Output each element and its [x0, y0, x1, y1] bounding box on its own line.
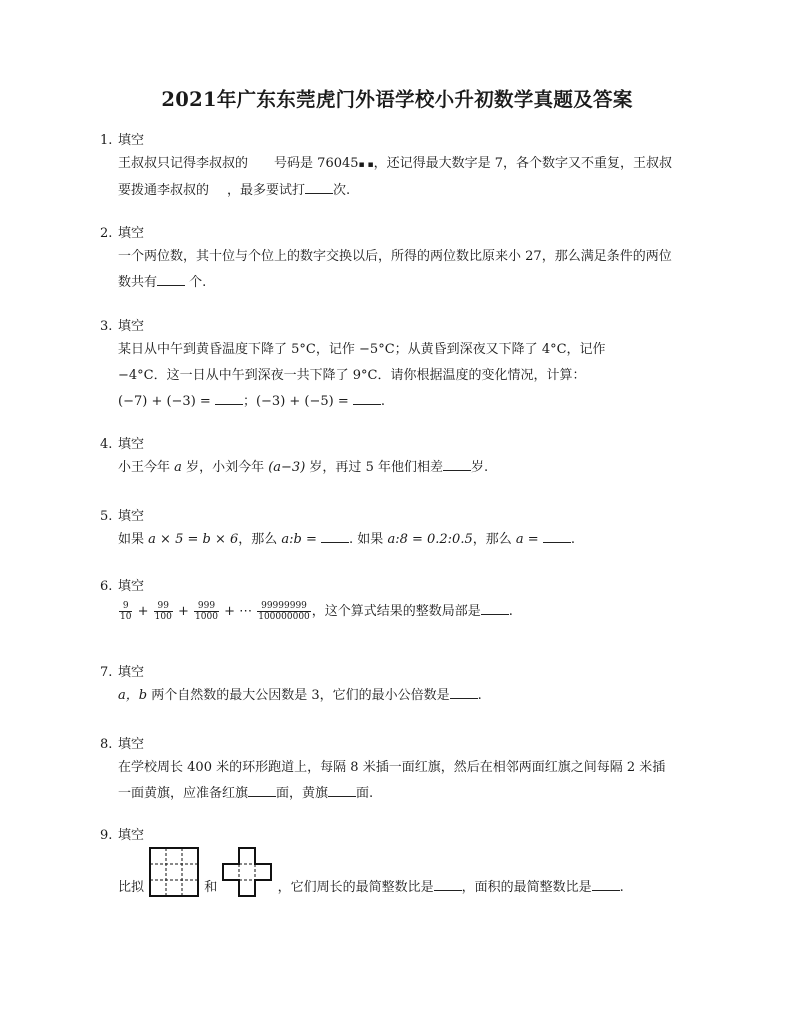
- question-body: [100, 337, 720, 415]
- ellipsis: + ⋯: [224, 604, 253, 619]
- text: ，它们周长的最简整数比是: [277, 880, 434, 895]
- answer-blank[interactable]: [434, 876, 462, 891]
- variables: a，b: [118, 688, 148, 703]
- question-type: 填空: [118, 319, 145, 334]
- text: . 如果: [349, 532, 384, 547]
- question-2: [100, 224, 720, 296]
- text: ．这一日从中午到深夜一共下降了: [153, 368, 349, 383]
- text: 岁.: [471, 460, 489, 475]
- fraction: $\frac{9}{10}$: [120, 601, 132, 622]
- square-grid-figure: [148, 846, 200, 898]
- fraction: $\frac{99999999}{100000000}$: [258, 601, 310, 622]
- question-body: [100, 846, 720, 898]
- question-type: 填空: [118, 226, 145, 241]
- text: ，各个数字又不重复，王叔叔: [503, 156, 673, 171]
- cross-shape-figure: [221, 846, 273, 898]
- question-5: [100, 507, 720, 553]
- text: .: [619, 880, 624, 895]
- text: 米的环形跑道上，每隔: [216, 760, 347, 775]
- text: 某日从中午到黄昏温度下降了: [118, 342, 288, 357]
- question-body: [100, 244, 720, 296]
- text: 9°C: [352, 368, 378, 383]
- question-number: 1.: [100, 133, 113, 148]
- text: 王叔叔只记得李叔叔的: [118, 156, 249, 171]
- expression: (−3) + (−5) =: [255, 394, 349, 409]
- text: ，记作: [315, 342, 355, 357]
- question-type: 填空: [118, 579, 145, 594]
- text: .: [508, 604, 513, 619]
- text: 个.: [189, 275, 207, 290]
- text: .: [380, 394, 386, 409]
- text: .: [477, 688, 482, 703]
- text: 年他们相差: [378, 460, 444, 475]
- answer-blank[interactable]: [450, 684, 478, 699]
- expression: (a−3): [268, 460, 306, 475]
- question-number: 8.: [100, 737, 113, 752]
- question-type: 填空: [118, 509, 145, 524]
- fraction: $\frac{999}{1000}$: [195, 601, 218, 622]
- question-body: [100, 755, 720, 807]
- question-body: [100, 527, 720, 553]
- answer-blank[interactable]: [157, 271, 185, 286]
- question-type: 填空: [118, 737, 145, 752]
- answer-blank[interactable]: [305, 179, 333, 194]
- text: −5°C: [359, 342, 395, 357]
- answer-blank[interactable]: [321, 528, 349, 543]
- text: 4°C: [541, 342, 567, 357]
- expression: a × 5 = b × 6: [148, 532, 239, 547]
- question-4: [100, 435, 720, 481]
- text: ，那么满足条件的两位: [541, 249, 672, 264]
- question-6: [100, 577, 720, 625]
- answer-blank[interactable]: [481, 600, 509, 615]
- text: 400: [187, 760, 212, 775]
- text: 小王今年: [118, 460, 171, 475]
- question-body: [100, 151, 720, 204]
- text: 岁，小刘今年: [186, 460, 265, 475]
- text: 27: [525, 249, 542, 264]
- answer-blank[interactable]: [443, 456, 471, 471]
- question-number: 9.: [100, 828, 113, 843]
- text: ，那么: [472, 532, 512, 547]
- text: 如果: [118, 532, 145, 547]
- fraction: $\frac{99}{100}$: [154, 601, 172, 622]
- text: ；从黄昏到深夜又下降了: [394, 342, 538, 357]
- question-7: [100, 663, 720, 709]
- expression: (−7) + (−3) =: [118, 394, 211, 409]
- text: 面.: [356, 786, 374, 801]
- text: 面，黄旗: [276, 786, 329, 801]
- text: 比拟: [118, 880, 145, 895]
- text: ，记作: [566, 342, 606, 357]
- plus-sign: +: [177, 604, 189, 619]
- answer-blank[interactable]: [215, 390, 243, 405]
- text: ，还记得最大数字是: [373, 156, 491, 171]
- answer-blank[interactable]: [328, 782, 356, 797]
- text: 5: [365, 460, 374, 475]
- question-1: [100, 131, 720, 204]
- text: .: [570, 532, 575, 547]
- answer-blank[interactable]: [353, 390, 381, 405]
- text: ，这个算式结果的整数局部是: [311, 604, 481, 619]
- plus-sign: +: [137, 604, 149, 619]
- text: 米插一面红旗，然后在相邻两面红旗之间每隔: [362, 760, 623, 775]
- text: 一面黄旗，应准备红旗: [118, 786, 249, 801]
- text: 和: [204, 880, 218, 895]
- text: 一个两位数，其十位与个位上的数字交换以后，所得的两位数比原来小: [118, 249, 522, 264]
- text: 2: [626, 760, 636, 775]
- text: 7: [494, 156, 504, 171]
- text: ，它们的最小公倍数是: [319, 688, 450, 703]
- question-type: 填空: [118, 828, 145, 843]
- question-number: 4.: [100, 437, 113, 452]
- question-number: 7.: [100, 665, 113, 680]
- text: ，最多要试打: [227, 183, 306, 198]
- question-number: 3.: [100, 319, 113, 334]
- answer-blank[interactable]: [592, 876, 620, 891]
- question-body: [100, 455, 720, 481]
- expression: a:b =: [281, 532, 317, 547]
- text: 米插: [639, 760, 666, 775]
- text: −4°C: [118, 368, 154, 383]
- text: 次.: [333, 183, 351, 198]
- dots-icon: ▪ ▪: [358, 160, 374, 170]
- text: ，那么: [238, 532, 278, 547]
- question-number: 5.: [100, 509, 113, 524]
- text: 在学校周长: [118, 760, 184, 775]
- question-number: 6.: [100, 579, 113, 594]
- answer-blank[interactable]: [543, 528, 571, 543]
- answer-blank[interactable]: [248, 782, 276, 797]
- expression: a:8 = 0.2:0.5: [387, 532, 473, 547]
- question-type: 填空: [118, 437, 145, 452]
- expression: a =: [515, 532, 539, 547]
- text: 5°C: [291, 342, 316, 357]
- question-type: 填空: [118, 665, 145, 680]
- question-type: 填空: [118, 133, 145, 148]
- page-title: 2021年广东东莞虎门外语学校小升初数学真题及答案: [161, 88, 633, 111]
- question-9: [100, 826, 720, 898]
- text: 要拨通李叔叔的: [118, 183, 210, 198]
- text: 3: [311, 688, 320, 703]
- text: ，面积的最简整数比是: [461, 880, 592, 895]
- text: 号码是: [274, 156, 314, 171]
- question-3: [100, 317, 720, 415]
- phone-number: 76045: [317, 156, 359, 171]
- question-body: [100, 597, 720, 625]
- question-number: 2.: [100, 226, 113, 241]
- text: ．请你根据温度的变化情况，计算：: [377, 368, 586, 383]
- text: 两个自然数的最大公因数是: [151, 688, 308, 703]
- variable: a: [174, 460, 182, 475]
- text: 岁，再过: [309, 460, 362, 475]
- question-8: [100, 735, 720, 807]
- text: ；: [242, 394, 256, 409]
- text: 数共有: [118, 275, 158, 290]
- text: 8: [350, 760, 359, 775]
- question-body: [100, 683, 720, 709]
